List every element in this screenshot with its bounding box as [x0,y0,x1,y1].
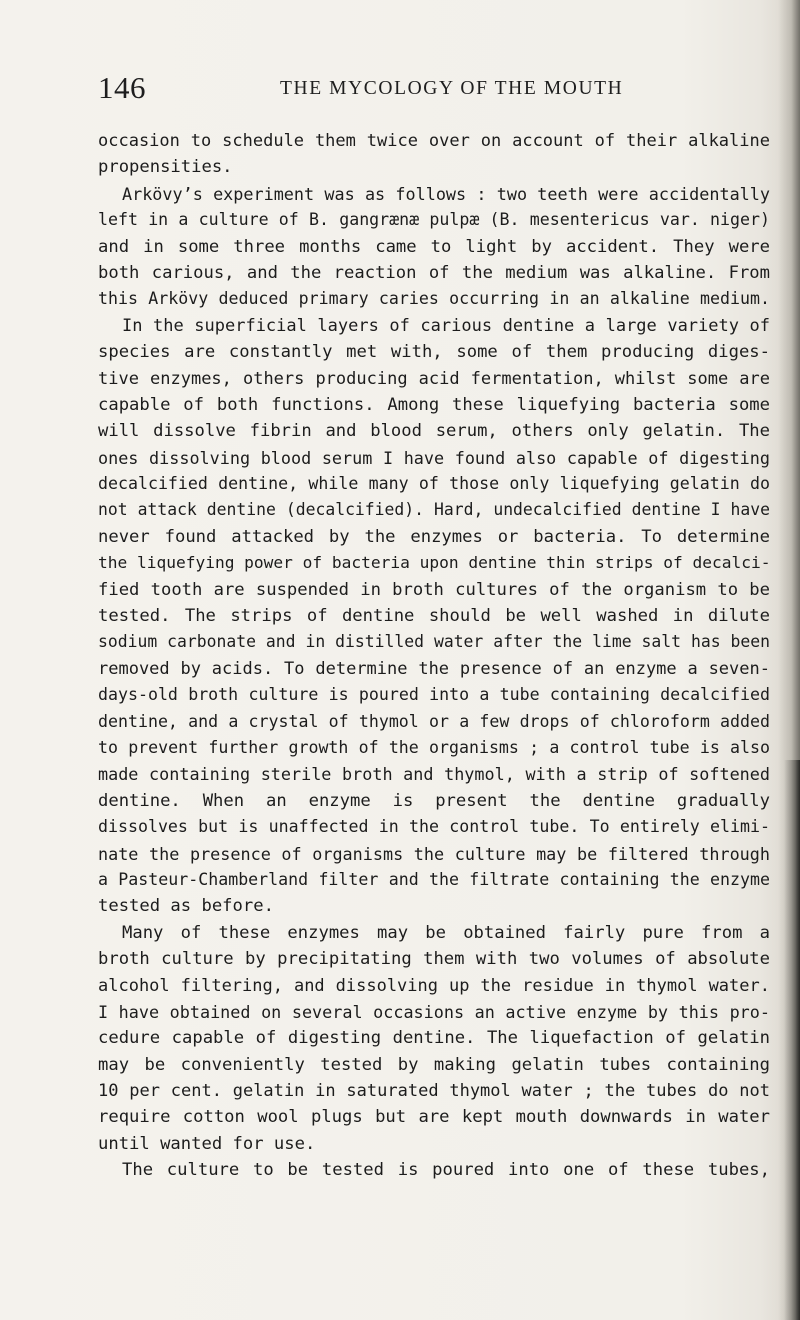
text-line: require cotton wool plugs but are kept mouth downwards in water [98,1107,770,1128]
text-line: and in some three months came to light by accident. They were [98,236,770,257]
text-line: to prevent further growth of the organisms ; a control tube is also [98,737,770,757]
text-line: never found attacked by the enzymes or bacteria. To determine [98,526,770,547]
text-line: occasion to schedule them twice over on account of their alkaline [98,131,770,151]
text-line: not attack dentine (decalcified). Hard, undecalcified dentine I have [98,500,770,520]
text-line: sodium carbonate and in distilled water after the lime salt has been [98,632,770,652]
running-title: THE MYCOLOGY OF THE MOUTH [280,78,624,99]
text-line: Arkövy’s experiment was as follows : two teeth were accidentally [122,183,770,204]
text-line: the liquefying power of bacteria upon dentine thin strips of decalci- [98,553,771,573]
page-header [0,70,800,106]
text-line: may be conveniently tested by making gelatin tubes containing [98,1054,770,1075]
text-line: cedure capable of digesting dentine. The liquefaction of gelatin [98,1028,770,1049]
text-line: left in a culture of B. gangrænæ pulpæ (B. mesentericus var. niger) [98,210,770,230]
text-line: species are constantly met with, some of them producing diges- [98,342,770,363]
text-line: I have obtained on several occasions an active enzyme by this pro- [98,1001,770,1022]
text-line: dentine, and a crystal of thymol or a few drops of chloroform added [98,711,770,731]
text-line: this Arkövy deduced primary caries occurring in an alkaline medium. [98,289,770,309]
text-line: nate the presence of organisms the culture may be filtered through [98,843,770,864]
text-line: 10 per cent. gelatin in saturated thymol water ; the tubes do not [98,1081,770,1102]
text-line: fied tooth are suspended in broth cultures of the organism to be [98,579,770,600]
text-line: until wanted for use. [98,1133,316,1154]
text-line: broth culture by precipitating them with two volumes of absolute [98,949,770,970]
text-line: dentine. When an enzyme is present the dentine gradually [98,790,770,811]
body-text [98,128,770,1184]
text-line: The culture to be tested is poured into one of these tubes, [122,1160,770,1181]
text-line: capable of both functions. Among these liquefying bacteria some [98,394,770,415]
text-line: days-old broth culture is poured into a tube containing decalcified [98,685,770,705]
page-edge-shadow-lower [784,760,800,1320]
page-number: 146 [98,70,146,105]
text-line: made containing sterile broth and thymol, with a strip of softened [98,764,770,785]
text-line: will dissolve fibrin and blood serum, others only gelatin. The [98,421,770,442]
text-line: removed by acids. To determine the presence of an enzyme a seven- [98,658,770,679]
text-line: tested. The strips of dentine should be well washed in dilute [98,606,770,627]
text-line: ones dissolving blood serum I have found also capable of digesting [98,447,770,468]
text-line: tested as before. [98,896,274,917]
text-line: dissolves but is unaffected in the control tube. To entirely elimi- [98,817,770,837]
text-line: a Pasteur-Chamberland filter and the filtrate containing the enzyme [98,869,770,889]
text-line: tive enzymes, others producing acid fermentation, whilst some are [98,368,770,389]
text-line: propensities. [98,157,233,178]
text-line: In the superficial layers of carious dentine a large variety of [122,315,770,336]
text-line: alcohol filtering, and dissolving up the residue in thymol water. [98,975,770,996]
text-line: both carious, and the reaction of the medium was alkaline. From [98,262,770,283]
text-line: decalcified dentine, while many of those only liquefying gelatin do [98,474,770,494]
text-line: Many of these enzymes may be obtained fairly pure from a [122,922,770,943]
